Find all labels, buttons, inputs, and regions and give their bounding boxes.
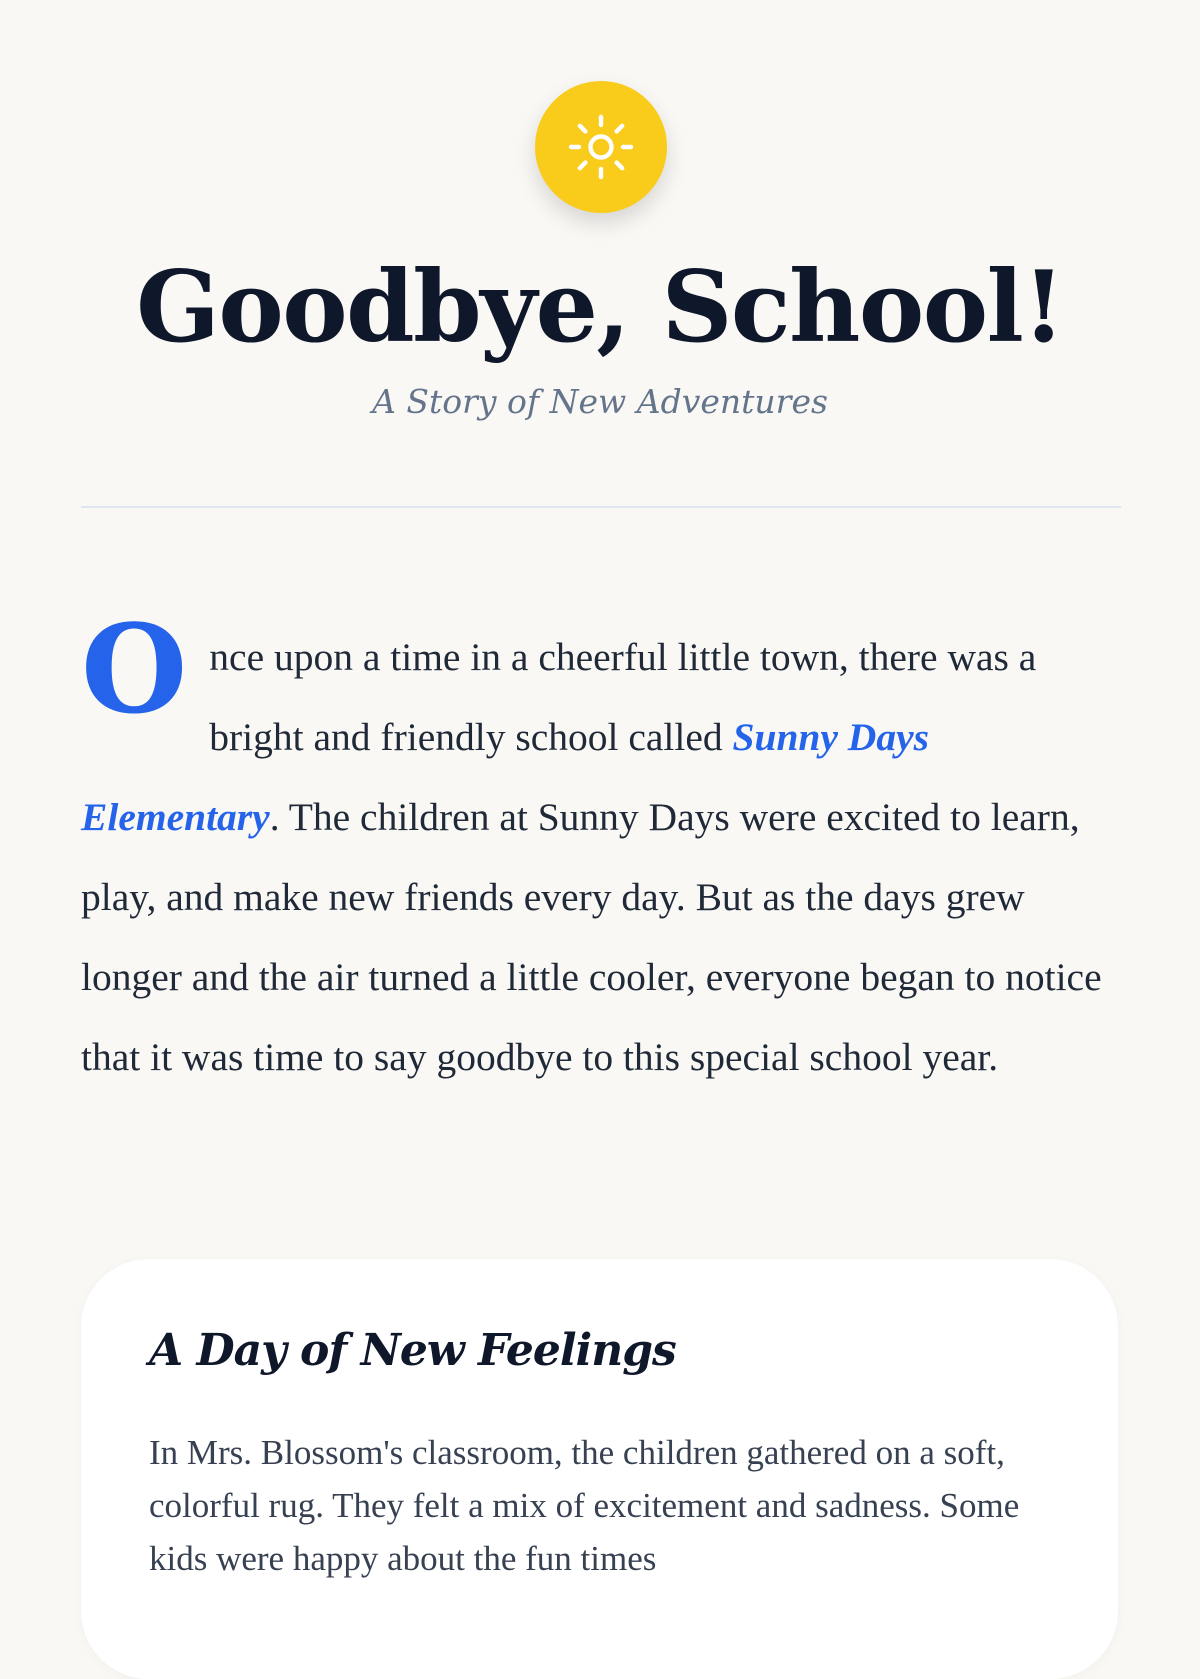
sun-badge xyxy=(535,81,667,213)
story-card xyxy=(81,1259,1118,1679)
school-name: Sunny Days Elementary xyxy=(81,715,929,839)
drop-cap: O xyxy=(81,597,188,741)
story-paragraph xyxy=(81,597,1121,1097)
page-title: Goodbye, School! xyxy=(136,250,1064,365)
page-subtitle: A Story of New Adventures xyxy=(372,382,828,421)
divider xyxy=(81,506,1121,508)
story-text-end: . The children at Sunny Days were excited to learn, play, and make new friends every day. But as the days grew longer and the air turned a little cooler, everyone began to notice that it was time to say goodbye to this special school year. xyxy=(81,795,1102,1079)
card-title: A Day of New Feelings xyxy=(149,1325,676,1376)
sun-icon xyxy=(565,111,637,183)
card-text: In Mrs. Blossom's classroom, the children gathered on a soft, colorful rug. They felt a mix of excitement and sadness. Some kids were happy about the fun times xyxy=(149,1433,1020,1578)
story-text-start: nce upon a time in a cheerful little town, there was a bright and friendly school called xyxy=(209,635,1037,759)
